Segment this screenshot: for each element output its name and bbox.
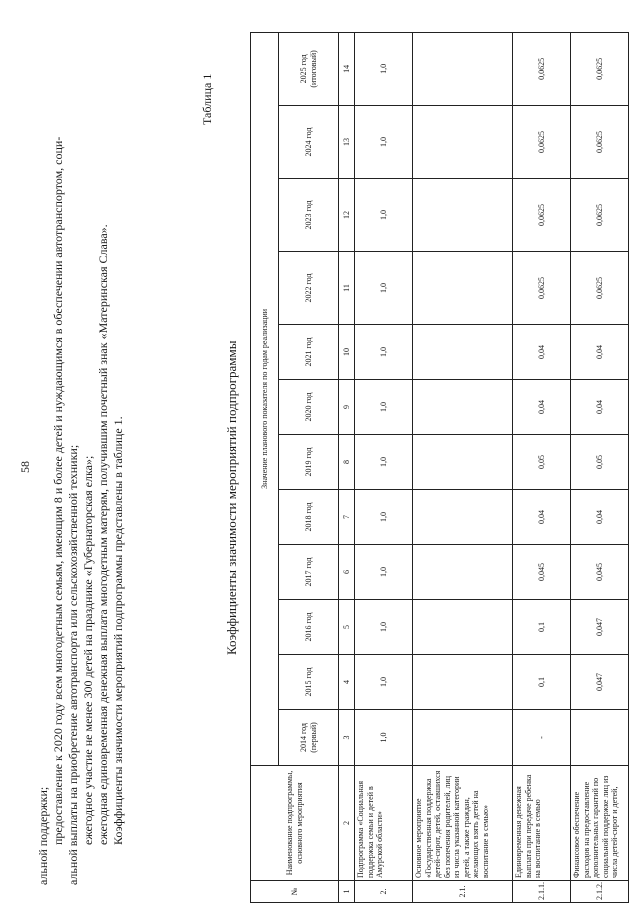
- row-value: 0,047: [571, 655, 629, 710]
- row-value: 0,0625: [513, 179, 571, 252]
- column-number: 10: [339, 325, 355, 380]
- column-number: 7: [339, 490, 355, 545]
- table-label: Таблица 1: [200, 73, 214, 125]
- row-value: [413, 545, 513, 600]
- row-value: 1,0: [355, 655, 413, 710]
- header-number: №: [251, 881, 339, 903]
- row-number: 2.1.2.: [571, 881, 629, 903]
- column-number: 12: [339, 179, 355, 252]
- column-number: 4: [339, 655, 355, 710]
- row-value: 1,0: [355, 325, 413, 380]
- row-value: 0,1: [513, 655, 571, 710]
- header-year: 2018 год: [279, 490, 339, 545]
- table-row: [513, 32, 571, 902]
- row-value: 0,04: [571, 490, 629, 545]
- paragraph-line: предоставление к 2020 году всем многодетным семьям, имеющим 8 и более детей и нуждающимся в обеспечении автотранспортом, соци-: [51, 136, 65, 845]
- row-value: 0,047: [571, 600, 629, 655]
- column-number: 2: [339, 766, 355, 881]
- paragraph-line: ежегодное участие не менее 300 детей на празднике «Губернаторская елка»;: [81, 455, 95, 845]
- header-year: 2024 год: [279, 106, 339, 179]
- header-year: 2019 год: [279, 435, 339, 490]
- table-row: [413, 32, 513, 902]
- header-year: 2016 год: [279, 600, 339, 655]
- column-number: 3: [339, 710, 355, 766]
- row-value: 0,0625: [513, 252, 571, 325]
- row-value: [413, 252, 513, 325]
- page-number: 58: [18, 461, 32, 473]
- header-year: 2015 год: [279, 655, 339, 710]
- table-title: Коэффициенты значимости мероприятий подпрограммы: [224, 340, 239, 655]
- row-value: 1,0: [355, 106, 413, 179]
- column-number: 8: [339, 435, 355, 490]
- column-number: 11: [339, 252, 355, 325]
- row-number: 2.1.1.: [513, 881, 571, 903]
- row-value: 0,1: [513, 600, 571, 655]
- header-year: 2025 год (итоговый): [279, 32, 339, 105]
- row-value: [413, 600, 513, 655]
- row-value: 0,05: [513, 435, 571, 490]
- row-name: Единовременная денежная выплата при передаче ребенка на воспитание в семью: [513, 766, 571, 881]
- header-year: 2021 год: [279, 325, 339, 380]
- row-value: 0,0625: [513, 32, 571, 105]
- row-name: Подпрограмма «Социальная поддержка семьи и детей в Амурской области»: [355, 766, 413, 881]
- header-year: 2020 год: [279, 380, 339, 435]
- row-value: 1,0: [355, 32, 413, 105]
- row-value: 0,045: [513, 545, 571, 600]
- row-name: Финансовое обеспечение расходов на предоставление дополнительных гарантий по социальной поддержке лиц из числа детей-сирот и детей,: [571, 766, 629, 881]
- header-year: 2023 год: [279, 179, 339, 252]
- row-value: 0,04: [571, 325, 629, 380]
- row-value: [413, 32, 513, 105]
- row-number: 2.1.: [413, 881, 513, 903]
- row-value: 0,04: [513, 380, 571, 435]
- row-value: 1,0: [355, 600, 413, 655]
- row-value: [413, 655, 513, 710]
- row-value: 1,0: [355, 380, 413, 435]
- row-value: 1,0: [355, 545, 413, 600]
- column-number: 6: [339, 545, 355, 600]
- row-value: 0,0625: [571, 32, 629, 105]
- row-value: 0,0625: [513, 106, 571, 179]
- table-row: [355, 32, 413, 902]
- column-number: 9: [339, 380, 355, 435]
- row-value: 0,05: [571, 435, 629, 490]
- header-year: 2017 год: [279, 545, 339, 600]
- column-number-row: [339, 32, 355, 902]
- row-value: 1,0: [355, 490, 413, 545]
- row-value: 0,04: [513, 325, 571, 380]
- header-group: Значение планового показателя по годам реализации: [251, 32, 279, 765]
- row-value: 1,0: [355, 710, 413, 766]
- header-year: 2014 год (первый): [279, 710, 339, 766]
- paragraph-line: ежегодная единовременная денежная выплата многодетным матерям, получившим почетный знак «Материнская Слава».: [96, 224, 110, 845]
- row-value: [413, 435, 513, 490]
- row-value: 1,0: [355, 252, 413, 325]
- row-name: Основное мероприятие «Государственная поддержка детей-сирот, детей, оставшихся без попечения родителей, лиц из числа указанной категории детей, а также граждан, желающих взять детей на воспитание в семью»: [413, 766, 513, 881]
- column-number: 5: [339, 600, 355, 655]
- paragraph-line: альной выплаты на приобретение автотранспорта или сельскохозяйственной техники;: [66, 444, 80, 885]
- row-value: 0,04: [571, 380, 629, 435]
- column-number: 1: [339, 881, 355, 903]
- column-number: 14: [339, 32, 355, 105]
- paragraph-line: Коэффициенты значимости мероприятий подпрограммы представлены в таблице 1.: [111, 416, 125, 845]
- row-value: [413, 710, 513, 766]
- row-value: [571, 710, 629, 766]
- row-value: 1,0: [355, 435, 413, 490]
- column-number: 13: [339, 106, 355, 179]
- coefficients-table: [250, 32, 629, 903]
- row-value: [413, 380, 513, 435]
- row-value: 0,04: [513, 490, 571, 545]
- row-value: [413, 106, 513, 179]
- row-value: 0,045: [571, 545, 629, 600]
- paragraph-line: альной поддержки;: [36, 786, 50, 885]
- table-row: [571, 32, 629, 902]
- intro-paragraph: [36, 85, 126, 885]
- row-value: [413, 179, 513, 252]
- row-value: 0,0625: [571, 106, 629, 179]
- row-value: [413, 325, 513, 380]
- row-value: -: [513, 710, 571, 766]
- row-value: 0,0625: [571, 252, 629, 325]
- row-value: [413, 490, 513, 545]
- row-number: 2.: [355, 881, 413, 903]
- header-name: Наименование подпрограммы, основного мероприятия: [251, 766, 339, 881]
- row-value: 1,0: [355, 179, 413, 252]
- header-year: 2022 год: [279, 252, 339, 325]
- row-value: 0,0625: [571, 179, 629, 252]
